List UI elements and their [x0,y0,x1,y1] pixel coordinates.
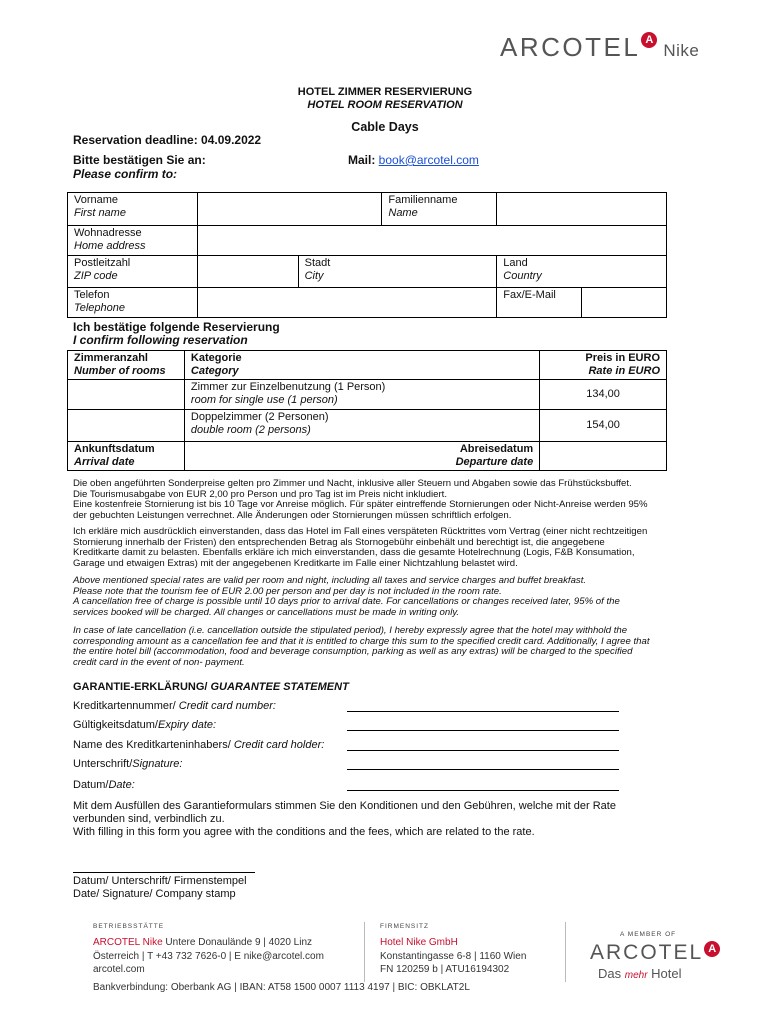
footer-logo-mark-icon: A [704,941,720,957]
price-double: 154,00 [540,410,667,442]
footer-divider [565,922,566,982]
card-number-input[interactable] [347,711,619,712]
terms-en-1: Above mentioned special rates are valid per room and night, including all taxes and service charges and buffet breakfast. Please note that the tourism fee of EUR 2.00 per person and per day is not included in the room rate. A cancellation free of charge is possible until 10 days prior to arrival date. For cancellations or changes received later, 95% of the services booked will be charged. All changes or cancellations must be made in writing only. [73,575,620,618]
footer-mid-line2: Konstantingasse 6-8 | 1160 Wien [380,951,527,962]
terms-de-1: Die oben angeführten Sonderpreise gelten pro Zimmer und Nacht, inklusive aller Steuern und Abgaben sowie das Frühstücksbuffet. Die Tourismusabgabe von EUR 2,00 pro Person und pro Tag ist im Preis nicht inkludiert. Eine kostenfreie Stornierung ist bis 10 Tage vor Anreise möglich. Für später eintreffende Stornierungen oder Nicht-Anreise werden 95% der gebuchten Leistungen verrechnet. Alle Änderungen oder Stornierungen müssen schriftlich erfolgen. [73,478,648,521]
footer-bank: Bankverbindung: Oberbank AG | IBAN: AT58 1500 0007 1113 4197 | BIC: OBKLAT2L [93,982,470,993]
col-category-header: Kategorie Category [184,351,539,380]
city-field[interactable]: Stadt City [298,256,497,288]
mail-label: Mail: [348,153,379,167]
lastname-label: Familienname Name [382,193,497,226]
footer-left-line2: Österreich | T +43 732 7626-0 | E nike@arcotel.com [93,951,324,962]
confirm-en: Please confirm to: [73,167,178,181]
footer-website[interactable]: arcotel.com [93,964,145,975]
confirm-de: Bitte bestätigen Sie an: [73,153,206,167]
logo-mark-icon: A [641,32,657,48]
mail-link[interactable]: book@arcotel.com [378,153,479,167]
address-input[interactable] [197,226,666,256]
title-en: HOTEL ROOM RESERVATION [307,99,463,111]
footer-divider [364,922,365,982]
signature-input[interactable] [347,769,619,770]
col-price-header: Preis in EURO Rate in EURO [540,351,667,380]
price-single: 134,00 [540,380,667,410]
phone-input[interactable] [197,288,496,318]
rooms-single-input[interactable] [68,380,185,410]
zip-input[interactable] [197,256,298,288]
phone-label: Telefon Telephone [68,288,198,318]
arrival-date-field[interactable]: Ankunftsdatum Arrival date [68,442,185,471]
country-field[interactable]: Land Country [497,256,667,288]
guest-table [67,192,667,318]
terms-en-2: In case of late cancellation (i.e. cancellation outside the stipulated period), I hereby expressly agree that the hotel may withhold the corresponding amount as a cancellation fee and that it is entitled to charge this sum to the specified credit card. Additionally, I agree that the entire hotel bill (accommodation, food and beverage consumption, parking as well as any extras) will be charged to the specified credit card in the event of non- payment. [73,625,650,668]
reservation-table [67,350,667,471]
reservation-deadline: Reservation deadline: 04.09.2022 [73,133,262,147]
firstname-input[interactable] [197,193,382,226]
zip-label: Postleitzahl ZIP code [68,256,198,288]
reservation-heading-en: I confirm following reservation [73,333,248,347]
firstname-label: Vorname First name [68,193,198,226]
arcotel-nike-logo [500,32,699,63]
event-name: Cable Days [351,120,419,134]
footer-company-mid: Hotel Nike GmbH [380,937,458,948]
rooms-double-input[interactable] [68,410,185,442]
terms-de-2: Ich erkläre mich ausdrücklich einverstanden, dass das Hotel im Fall eines verspäteten Rücktrittes vom Vertrag (einer nicht rechtzeitigen Stornierung innerhalb der Fristen) den entsprechenden Betrag als Stornogebühr einbehält und berechtigt ist, die angegebene Kreditkarte damit zu belasten. Ebenfalls erkläre ich mich einverstanden, dass die gesamte Hotelrechnung (Logis, F&B Konsumation, Garage und etwaigen Extras) mit der angegebenen Kreditkarte im Falle einer Nichtzahlung belastet wird. [73,526,648,569]
mail-line [348,153,479,167]
signature-caption: Datum/ Unterschrift/ Firmenstempel Date/ Signature/ Company stamp [73,875,247,900]
guarantee-heading: GARANTIE-ERKLÄRUNG/ GUARANTEE STATEMENT [73,681,349,693]
fax-input[interactable] [582,288,667,318]
guarantee-signature-label: Unterschrift/Signature: [73,758,183,770]
footer-member-label: A MEMBER OF [620,931,677,938]
col-rooms-header: Zimmeranzahl Number of rooms [68,351,185,380]
address-label: Wohnadresse Home address [68,226,198,256]
footer-arcotel-logo: ARCOTEL A [590,941,720,965]
guarantee-holder-label: Name des Kreditkarteninhabers/ Credit card holder: [73,739,325,751]
footer-mid-line3: FN 120259 b | ATU16194302 [380,964,510,975]
reservation-heading-de: Ich bestätige folgende Reservierung [73,320,280,334]
guarantee-note: Mit dem Ausfüllen des Garantieformulars stimmen Sie den Konditionen und den Gebühren, welche mit der Rate verbunden sind, verbindlich zu. With filling in this form you agree with the conditions and the fees, which are related to the rate. [73,800,616,838]
footer-label-mid: FIRMENSITZ [380,923,429,930]
footer-label-left: BETRIEBSSTÄTTE [93,923,165,930]
fax-label: Fax/E-Mail [497,288,582,318]
guarantee-expiry-label: Gültigkeitsdatum/Expiry date: [73,719,217,731]
signature-line[interactable] [73,872,255,873]
logo-sub: Nike [663,41,700,60]
category-single: Zimmer zur Einzelbenutzung (1 Person) room for single use (1 person) [184,380,539,410]
footer-left-line1: ARCOTEL Nike Untere Donaulände 9 | 4020 Linz [93,937,313,948]
logo-brand: ARCOTEL [500,32,641,62]
table-row [68,410,667,442]
title-de: HOTEL ZIMMER RESERVIERUNG [297,86,473,98]
expiry-input[interactable] [347,730,619,731]
guarantee-card-number-label: Kreditkartennummer/ Credit card number: [73,700,276,712]
guarantee-date-label: Datum/Date: [73,779,135,791]
lastname-input[interactable] [497,193,667,226]
card-holder-input[interactable] [347,750,619,751]
table-row [68,380,667,410]
departure-date-input[interactable] [540,442,667,471]
category-double: Doppelzimmer (2 Personen) double room (2 persons) [184,410,539,442]
departure-date-label: Abreisedatum Departure date [184,442,539,471]
date-input[interactable] [347,790,619,791]
footer-tagline: Das mehr Hotel [598,966,682,981]
